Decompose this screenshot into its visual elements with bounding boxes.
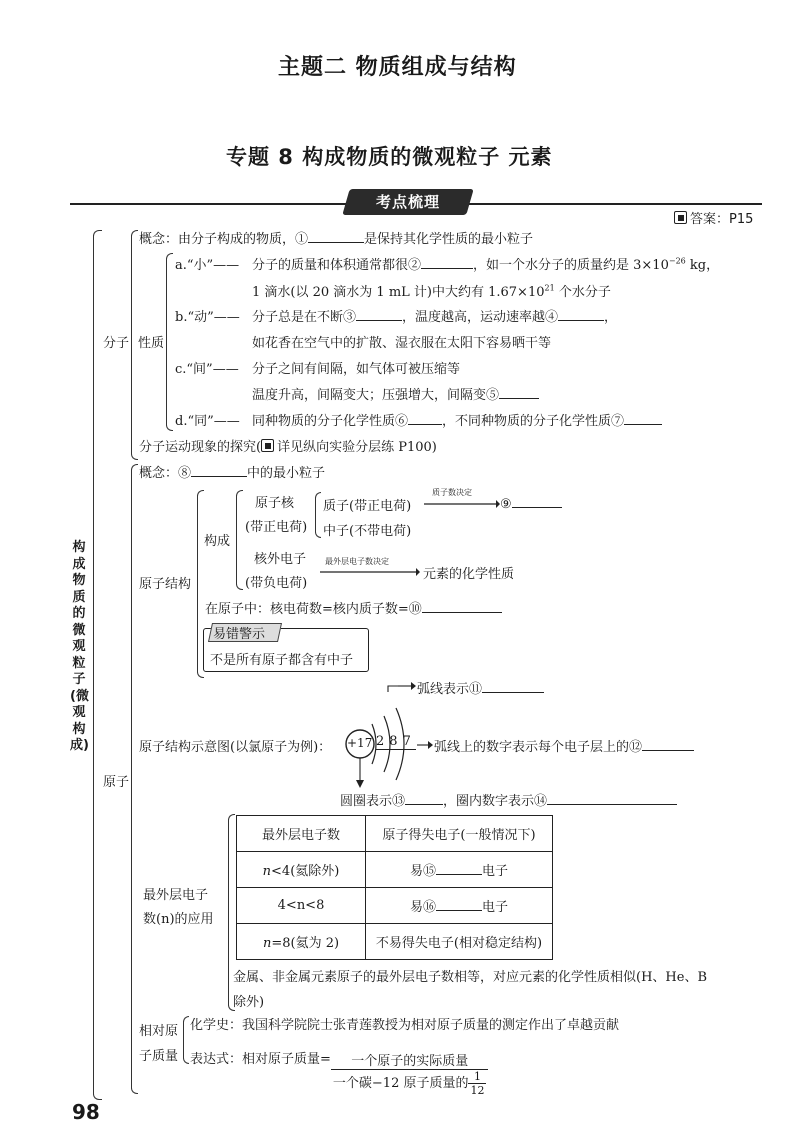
answer-reference — [674, 208, 753, 227]
charge-equation — [205, 598, 502, 617]
molecule-label: 分子 — [103, 336, 130, 351]
move-line-2: 如花香在空气中的扩散、湿衣服在太阳下容易晒干等 — [252, 336, 552, 351]
property-brace — [166, 253, 173, 431]
blank-2 — [421, 256, 473, 269]
diagram-label: 原子结构示意图(以氯原子为例)： — [139, 740, 332, 755]
answer-reference-text: 答案：P15 — [690, 212, 754, 227]
table-cell — [366, 852, 553, 888]
table-cell-text: 不易得失电子(相对稳定结构) — [375, 936, 543, 951]
one-twelfth-numerator: 1 — [468, 1070, 486, 1084]
molecule-concept — [139, 228, 533, 247]
proton-arrow-label: 质子数决定 — [432, 488, 472, 497]
warning-title: 易错警示 — [213, 627, 266, 642]
expression-fraction — [331, 1050, 489, 1097]
blank-6 — [408, 412, 442, 425]
molecule-concept-text: 概念：由分子构成的物质，① — [139, 232, 309, 247]
proton-arrow — [424, 499, 500, 509]
metal-note-2: 除外) — [233, 995, 265, 1010]
same-head: d.“同”—— — [175, 414, 240, 429]
atom-concept-b: 中的最小粒子 — [247, 466, 326, 481]
compose-label: 构成 — [204, 534, 231, 549]
theme-title: 主题二 物质组成与结构 — [278, 55, 517, 80]
rel-mass-expression — [190, 1048, 488, 1097]
blank-8 — [191, 464, 247, 477]
charge-equation-text: 在原子中：核电荷数=核内质子数=⑩ — [205, 602, 422, 617]
table-row — [237, 888, 553, 924]
atom-brace — [131, 464, 138, 1094]
table-row — [237, 852, 553, 888]
small-line-1-exponent: −26 — [668, 256, 686, 266]
history-note: 化学史：我国科学院院士张青莲教授为相对原子质量的测定作出了卓越贡献 — [190, 1018, 620, 1033]
gap-head: c.“间”—— — [175, 362, 239, 377]
electron-arrow — [320, 567, 420, 577]
shell-number-3: 7 — [402, 734, 416, 749]
circle-note — [340, 790, 677, 809]
blank-9 — [512, 495, 562, 508]
structure-label: 原子结构 — [139, 577, 192, 592]
arc-note — [417, 678, 544, 697]
molecule-concept-text-2: 是保持其化学性质的最小粒子 — [364, 232, 534, 247]
circle-note-a: 圆圈表示⑬ — [340, 794, 406, 809]
number-arrow — [417, 740, 433, 750]
table-cell-text: 电子 — [482, 864, 509, 879]
blank-7 — [624, 412, 662, 425]
expression-denominator — [331, 1070, 489, 1097]
table-header-cell: 原子得失电子(一般情况下) — [366, 816, 553, 852]
table-cell-text: 易⑯ — [409, 900, 436, 915]
expression-numerator: 一个原子的实际质量 — [331, 1050, 489, 1070]
circle-note-b: ，圈内数字表示⑭ — [443, 794, 548, 809]
small-head: a.“小”—— — [175, 258, 240, 273]
nucleus-label-1: 原子核 — [255, 496, 295, 511]
same-line-1a: 同种物质的分子化学性质⑥ — [252, 414, 409, 429]
electron-label-1: 核外电子 — [254, 552, 307, 567]
compose-brace — [236, 490, 243, 590]
atom-label: 原子 — [103, 775, 130, 790]
move-line-1a: 分子总是在不断③ — [252, 310, 357, 325]
table-header-row — [237, 816, 553, 852]
number-note — [434, 736, 694, 755]
move-line-1c: ， — [604, 310, 618, 325]
blank-12 — [642, 738, 694, 751]
proton-result — [500, 495, 562, 512]
gap-line-2a: 温度升高，间隔变大；压强增大，间隔变⑤ — [252, 388, 500, 403]
move-line-1 — [252, 306, 617, 325]
table-row — [237, 924, 553, 960]
blank-5 — [499, 386, 539, 399]
explore-text-b: 详见纵向实验分层练 P100) — [277, 440, 437, 455]
neutron-label: 中子(不带电荷) — [323, 524, 412, 539]
rel-mass-label-2: 子质量 — [139, 1049, 179, 1064]
electron-result: 元素的化学性质 — [423, 567, 515, 582]
small-line-2-exponent: 21 — [544, 283, 555, 293]
expression-label: 表达式：相对原子质量= — [190, 1052, 331, 1067]
blank-16 — [436, 898, 482, 911]
atom-concept-a: 概念：⑧ — [139, 466, 192, 481]
proton-label: 质子(带正电荷) — [323, 499, 412, 514]
page-number: 98 — [72, 1100, 100, 1124]
topic-title: 专题 8 构成物质的微观粒子 元素 — [226, 145, 553, 169]
table-cell-text: <4(氦除外) — [271, 864, 340, 879]
shell-number-1: 2 — [376, 734, 390, 749]
blank-1 — [308, 230, 364, 243]
one-twelfth-fraction — [468, 1070, 486, 1097]
blank-13 — [405, 792, 443, 805]
root-brace — [93, 230, 102, 1100]
shell-numbers — [376, 734, 416, 750]
expression-denominator-text: 一个碳−12 原子质量的 — [332, 1076, 469, 1091]
circle-pointer-head — [356, 780, 364, 788]
small-line-2a: 1 滴水(以 20 滴水为 1 mL 计)中大约有 1.67×10 — [252, 285, 545, 300]
nucleus-charge: +17 — [347, 736, 373, 750]
small-line-1 — [252, 254, 719, 273]
gap-line-1: 分子之间有间隔，如气体可被压缩等 — [252, 362, 461, 377]
answer-icon — [674, 211, 687, 224]
move-head: b.“动”—— — [175, 310, 240, 325]
table-cell — [237, 852, 366, 888]
small-line-2b: 个水分子 — [554, 285, 611, 300]
blank-11 — [482, 680, 544, 693]
arc-note-text: 弧线表示⑪ — [417, 682, 483, 697]
outer-electron-table — [236, 815, 553, 960]
table-cell-text: 电子 — [482, 900, 509, 915]
shell-number-2: 8 — [389, 734, 403, 749]
explore-link — [139, 436, 437, 455]
book-icon — [261, 439, 274, 452]
arc-pointer — [388, 686, 398, 692]
electron-label-2: (带负电荷) — [245, 576, 308, 591]
small-line-1a: 分子的质量和体积通常都很② — [252, 258, 422, 273]
outer-label-1: 最外层电子 — [143, 888, 209, 903]
warning-text: 不是所有原子都含有中子 — [210, 653, 354, 668]
nucleus-label-2: (带正电荷) — [245, 520, 308, 535]
table-cell-text: 易⑮ — [409, 864, 436, 879]
small-line-1b: ，如一个水分子的质量约是 3×10 — [473, 258, 669, 273]
table-cell — [366, 888, 553, 924]
table-cell — [237, 888, 366, 924]
explore-text-a: 分子运动现象的探究( — [139, 440, 262, 455]
section-badge-label: 考点梳理 — [375, 193, 440, 211]
move-line-1b: ，温度越高，运动速率越④ — [402, 310, 559, 325]
same-line-1 — [252, 410, 662, 429]
rel-mass-brace — [183, 1016, 189, 1064]
table-cell-text: 4< — [277, 898, 297, 913]
table-header-cell: 最外层电子数 — [237, 816, 366, 852]
electron-arrow-label: 最外层电子数决定 — [325, 557, 389, 566]
property-label: 性质 — [138, 336, 165, 351]
blank-4 — [558, 308, 604, 321]
outer-label-2: 数(n)的应用 — [143, 912, 214, 927]
proton-result-text: ⑨ — [500, 497, 512, 512]
rel-mass-label-1: 相对原 — [139, 1024, 179, 1039]
molecule-brace — [131, 230, 138, 460]
blank-3 — [356, 308, 402, 321]
blank-14 — [547, 792, 677, 805]
small-line-1c: kg， — [685, 258, 720, 273]
table-cell-var: n — [262, 864, 272, 879]
number-note-text: 弧线上的数字表示每个电子层上的⑫ — [434, 740, 643, 755]
root-label: 构成物质的微观粒子(微观构成) — [70, 540, 89, 753]
gap-line-2 — [252, 384, 539, 403]
atom-concept — [139, 462, 325, 481]
arc-arrow — [398, 681, 416, 691]
table-cell-text: =8(氦为 2) — [271, 936, 340, 951]
metal-note-1: 金属、非金属元素原子的最外层电子数相等，对应元素的化学性质相似(H、He、B — [233, 970, 707, 985]
blank-15 — [436, 862, 482, 875]
same-line-1b: ，不同种物质的分子化学性质⑦ — [442, 414, 625, 429]
table-cell-text: n<8 — [296, 898, 325, 913]
table-cell-var: n — [262, 936, 272, 951]
blank-10 — [422, 600, 502, 613]
one-twelfth-denominator: 12 — [470, 1084, 485, 1097]
nucleus-brace — [315, 492, 321, 538]
table-cell — [237, 924, 366, 960]
table-cell — [366, 924, 553, 960]
small-line-2 — [252, 281, 611, 300]
